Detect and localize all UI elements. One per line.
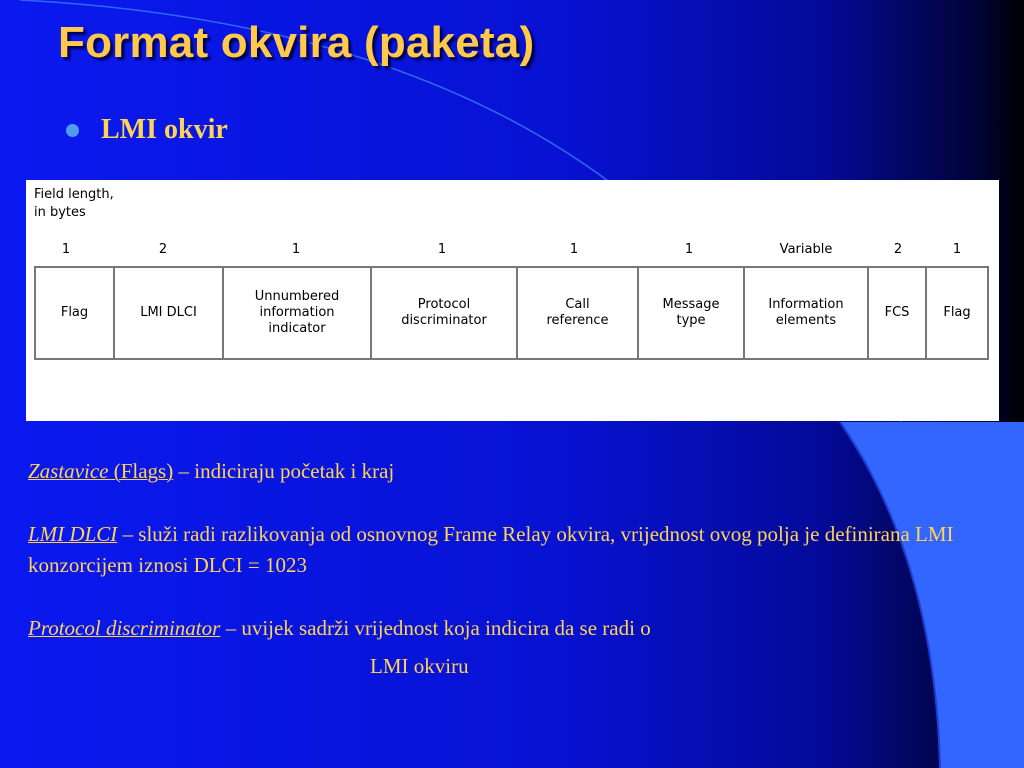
frame-field-cell: FCS [867,266,927,360]
field-length: 2 [158,242,168,257]
protocol-discriminator-description [28,613,651,644]
frame-field-cell: Flag [34,266,115,360]
corner-shape [840,422,1024,768]
protocol-discriminator-text: – uvijek sadrži vrijednost koja indicira da se radi o [220,616,651,640]
field-length: 2 [893,242,903,257]
frame-field-cell: Information elements [743,266,869,360]
lmi-dlci-term-italic: LMI DLCI [28,522,118,546]
bullet-dot-icon [66,124,79,137]
flags-term [28,459,173,483]
frame-field-cell: Message type [637,266,745,360]
frame-field-cell: Protocol discriminator [370,266,518,360]
field-length: 1 [61,242,71,257]
flags-description [28,456,394,487]
diagram-header: Field length, in bytes [34,187,114,220]
bullet-item [66,114,228,146]
lmi-dlci-term [28,522,117,546]
field-length: 1 [952,242,962,257]
flags-text: – indiciraju početak i kraj [173,459,395,483]
field-length: 1 [569,242,579,257]
frame-field-cell: LMI DLCI [113,266,224,360]
protocol-discriminator-continuation: LMI okviru [370,654,469,678]
flags-term-italic: Zastavice [28,459,109,483]
bullet-text: LMI okvir [101,114,228,145]
lmi-dlci-text: – služi radi razlikovanja od osnovnog Frame Relay okvira, vrijednost ovog polja je definirana LMI konzorcijem iznosi DLCI = 1023 [28,522,954,577]
frame-field-cell: Unnumbered information indicator [222,266,372,360]
field-length: 1 [437,242,447,257]
field-length: 1 [291,242,301,257]
frame-field-cell: Call reference [516,266,639,360]
flags-term-plain: (Flags) [108,459,174,483]
field-length: 1 [684,242,694,257]
frame-field-cell: Flag [925,266,989,360]
protocol-discriminator-term-italic: Protocol discriminator [28,616,221,640]
protocol-discriminator-term [28,616,220,640]
field-length: Variable [779,242,833,257]
lmi-frame-diagram [26,180,999,421]
lmi-dlci-description [28,519,988,581]
slide-title: Format okvira (paketa) [58,18,535,67]
